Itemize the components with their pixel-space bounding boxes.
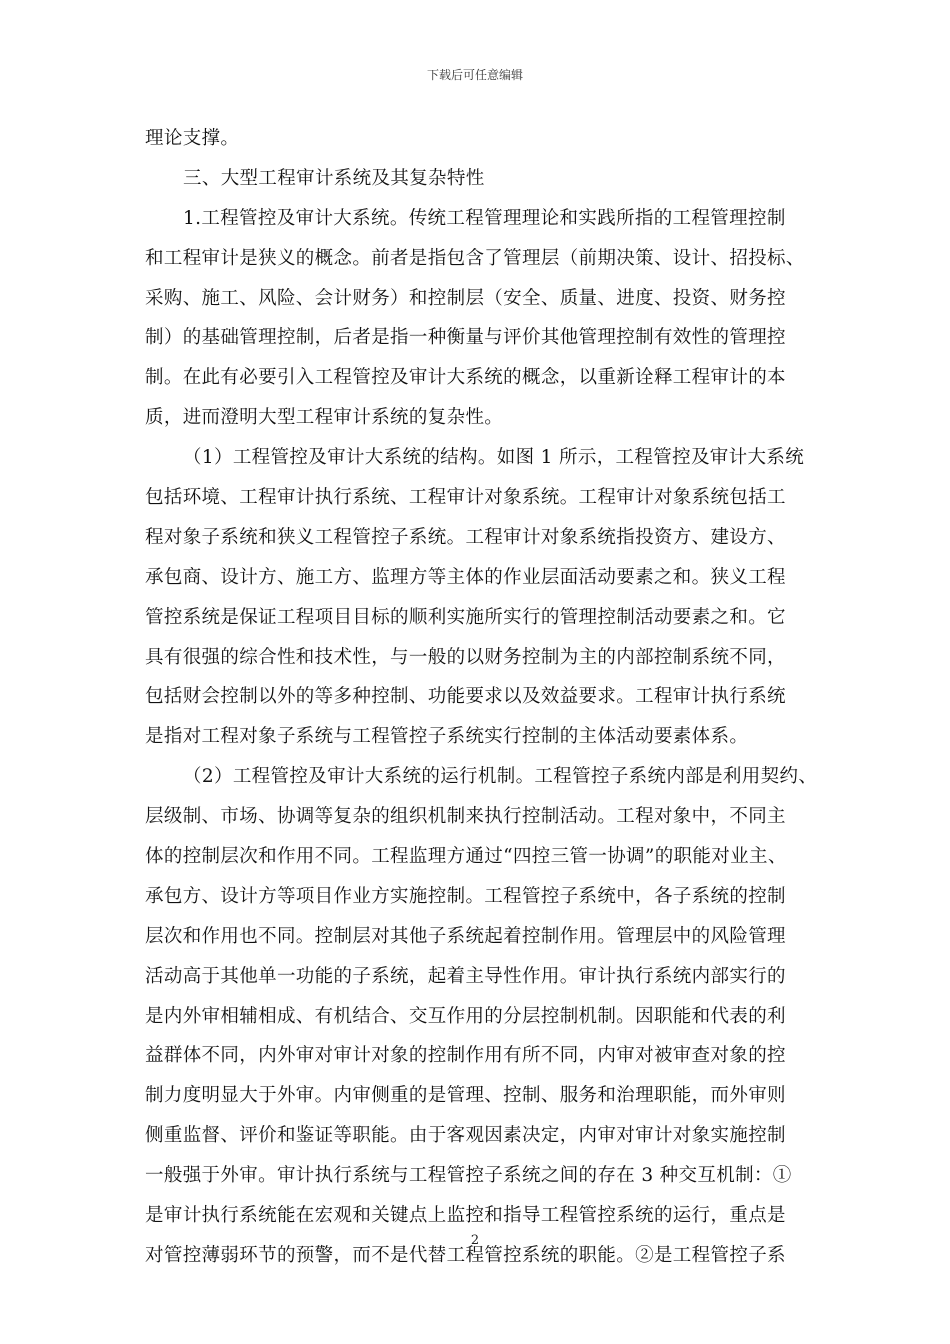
paragraph-line: 包括环境、工程审计执行系统、工程审计对象系统。工程审计对象系统包括工	[145, 487, 786, 509]
paragraph-line: 质，进而澄明大型工程审计系统的复杂性。	[145, 407, 504, 429]
paragraph-spacing	[145, 632, 805, 642]
paragraph-line: 采购、施工、风险、会计财务）和控制层（安全、质量、进度、投资、财务控	[145, 287, 786, 309]
page-header-note: 下载后可任意编辑	[426, 68, 523, 82]
paragraph-line: 包括财会控制以外的等多种控制、功能要求以及效益要求。工程审计执行系统	[145, 686, 786, 708]
paragraph-spacing	[145, 553, 805, 563]
paragraph-spacing	[145, 912, 805, 922]
paragraph-spacing	[145, 872, 805, 882]
paragraph-line: 承包方、设计方等项目作业方实施控制。工程管控子系统中，各子系统的控制	[145, 885, 786, 907]
paragraph-spacing	[145, 672, 805, 682]
paragraph-line: 程对象子系统和狭义工程管控子系统。工程审计对象系统指投资方、建设方、	[145, 526, 786, 548]
paragraph-spacing	[145, 832, 805, 842]
paragraph-spacing	[145, 752, 805, 762]
section-heading: 三、大型工程审计系统及其复杂特性	[183, 167, 485, 189]
paragraph-line: 侧重监督、评价和鉴证等职能。由于客观因素决定，内审对审计对象实施控制	[145, 1125, 786, 1147]
paragraph-spacing	[145, 1071, 805, 1081]
document-body	[145, 124, 818, 1271]
paragraph-spacing	[145, 1031, 805, 1041]
paragraph-line: 层次和作用也不同。控制层对其他子系统起着控制作用。管理层中的风险管理	[145, 925, 786, 947]
paragraph-spacing	[145, 712, 805, 722]
paragraph-line: 是审计执行系统能在宏观和关键点上监控和指导工程管控系统的运行，重点是	[145, 1205, 786, 1227]
paragraph-spacing	[145, 513, 805, 523]
paragraph-spacing	[145, 1151, 805, 1161]
paragraph-line: 活动高于其他单一功能的子系统，起着主导性作用。审计执行系统内部实行的	[145, 965, 786, 987]
paragraph-line: 具有很强的综合性和技术性，与一般的以财务控制为主的内部控制系统不同，	[145, 646, 786, 668]
paragraph-spacing	[145, 193, 805, 203]
paragraph-line: 和工程审计是狭义的概念。前者是指包含了管理层（前期决策、设计、招投标、	[145, 247, 805, 269]
paragraph-spacing	[145, 951, 805, 961]
paragraph-line: 是指对工程对象子系统与工程管控子系统实行控制的主体活动要素体系。	[145, 726, 749, 748]
paragraph-spacing	[145, 273, 805, 283]
paragraph-line: 1.工程管控及审计大系统。传统工程管理理论和实践所指的工程管理控制	[183, 207, 786, 229]
paragraph-spacing	[145, 433, 805, 443]
paragraph-line: 一般强于外审。审计执行系统与工程管控子系统之间的存在 3 种交互机制：①	[145, 1165, 792, 1187]
paragraph-line: 制力度明显大于外审。内审侧重的是管理、控制、服务和治理职能，而外审则	[145, 1085, 786, 1107]
paragraph-spacing	[145, 313, 805, 323]
paragraph-line: （2）工程管控及审计大系统的运行机制。工程管控子系统内部是利用契约、	[183, 766, 818, 788]
paragraph-line: 体的控制层次和作用不同。工程监理方通过“四控三管一协调”的职能对业主、	[145, 846, 787, 868]
paragraph-spacing	[145, 991, 805, 1001]
paragraph-spacing	[145, 792, 805, 802]
paragraph-line: 承包商、设计方、施工方、监理方等主体的作业层面活动要素之和。狭义工程	[145, 566, 786, 588]
paragraph-spacing	[145, 473, 805, 483]
page-number: 2	[470, 1233, 480, 1248]
paragraph-spacing	[145, 1111, 805, 1121]
paragraph-line: 管控系统是保证工程项目目标的顺利实施所实行的管理控制活动要素之和。它	[145, 606, 786, 628]
paragraph-line: 理论支撑。	[145, 128, 240, 149]
paragraph-spacing	[145, 233, 805, 243]
paragraph-spacing	[145, 154, 805, 164]
paragraph-line: 制。在此有必要引入工程管控及审计大系统的概念，以重新诠释工程审计的本	[145, 367, 786, 389]
paragraph-line: 对管控薄弱环节的预警，而不是代替工程管控系统的职能。②是工程管控子系	[145, 1244, 786, 1266]
paragraph-line: 制）的基础管理控制，后者是指一种衡量与评价其他管理控制有效性的管理控	[145, 327, 786, 349]
paragraph-spacing	[145, 393, 805, 403]
paragraph-line: 层级制、市场、协调等复杂的组织机制来执行控制活动。工程对象中，不同主	[145, 806, 786, 828]
paragraph-line: 益群体不同，内外审对审计对象的控制作用有所不同，内审对被审查对象的控	[145, 1045, 786, 1067]
paragraph-line: 是内外审相辅相成、有机结合、交互作用的分层控制机制。因职能和代表的利	[145, 1005, 786, 1027]
paragraph-spacing	[145, 353, 805, 363]
paragraph-spacing	[145, 592, 805, 602]
paragraph-line: （1）工程管控及审计大系统的结构。如图 1 所示，工程管控及审计大系统	[183, 447, 805, 469]
paragraph-spacing	[145, 1191, 805, 1201]
